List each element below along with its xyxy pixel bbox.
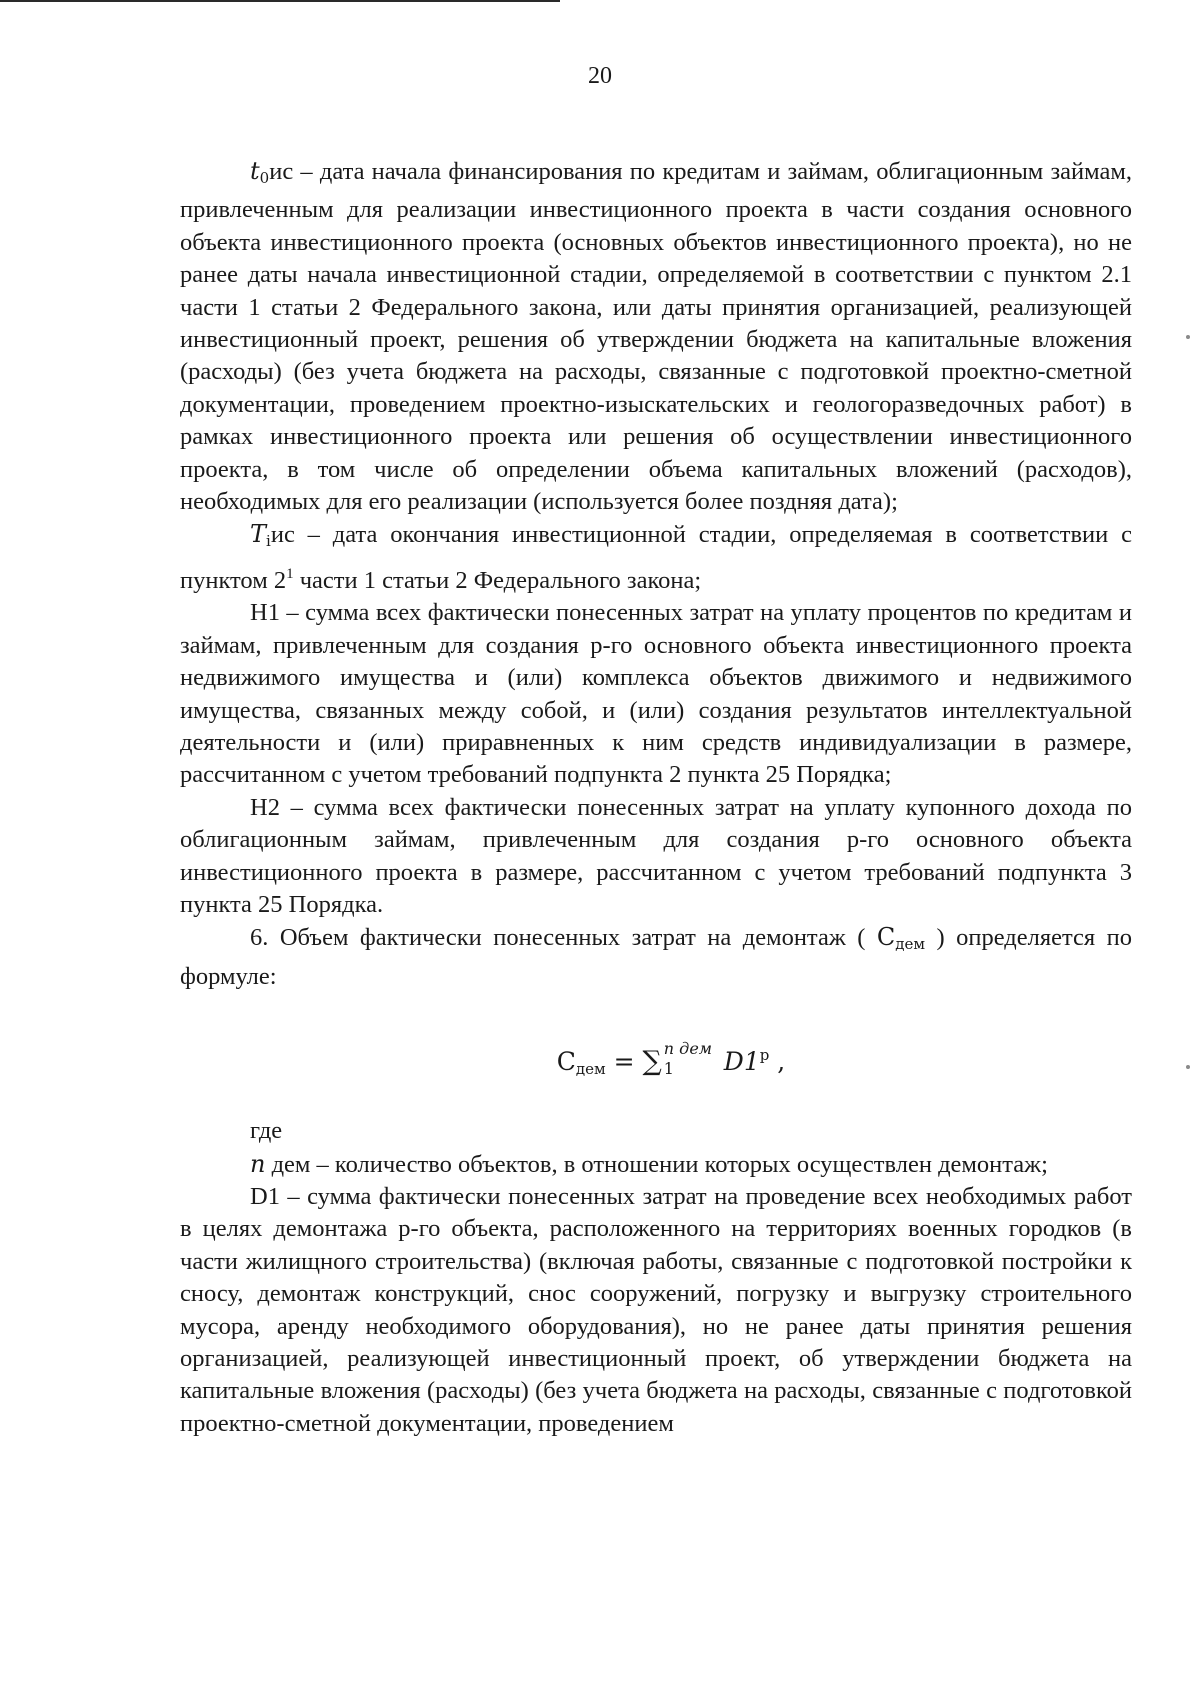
paragraph-t0-definition: [180, 155, 1132, 518]
paragraph-n1-definition: Н1 – сумма всех фактически понесенных затрат на уплату процентов по кредитам и займам, привлеченным для создания р-го основного объекта инвестиционного проекта недвижимого имущества и (или) комплекса объектов движимого и недвижимого имущества, связанных между собой, и (или) создания результатов интеллектуальной деятельности и (или) приравненных к ним средств индивидуализации в размере, рассчитанном с учетом требований подпункта 2 пункта 25 Порядка;: [180, 599, 1132, 789]
paragraph-ti-superscript: 1: [286, 565, 294, 582]
scan-speck: [1186, 1065, 1190, 1069]
paragraph-item-6: [180, 921, 1132, 993]
paragraph-n-dem-text: дем – количество объектов, в отношении которых осуществлен демонтаж;: [265, 1150, 1048, 1178]
formula-sum-lower: 1: [663, 1059, 674, 1079]
paragraph-ti-definition: [180, 518, 1132, 597]
paragraph-ti-text-b: части 1 статьи 2 Федерального закона;: [293, 566, 702, 594]
symbol-c-dem-base: С: [876, 923, 896, 952]
symbol-c-dem-subscript: дем: [895, 935, 926, 954]
formula-c-dem: [180, 1035, 1132, 1079]
scan-top-edge-line: [0, 0, 560, 2]
symbol-ti-base: T: [250, 520, 267, 549]
where-label: где: [250, 1117, 283, 1145]
symbol-c-dem: [876, 923, 926, 954]
formula-term-superscript: р: [759, 1046, 770, 1065]
symbol-ti-suffix: ис: [270, 521, 295, 549]
formula-sum-limits: [662, 1035, 724, 1079]
formula-sum-symbol: ∑: [642, 1046, 662, 1078]
formula-equals: =: [605, 1047, 643, 1077]
formula-sum-upper-text: n дем: [663, 1039, 713, 1059]
paragraph-d1-definition: D1 – сумма фактически понесенных затрат на проведение всех необходимых работ в целях демонтажа р-го объекта, расположенного на территориях военных городков (в части жилищного строительства) (включая работы, связанные с подготовкой постройки к сносу, демонтаж конструкций, снос сооружений, погрузку и выгрузку строительного мусора, аренду необходимого оборудования), но не ранее даты принятия решения организацией, реализующей инвестиционный проект, об утверждении бюджета на капитальные вложения (расходы) (без учета бюджета на расходы, связанные с подготовкой проектно-сметной документации, проведением: [180, 1182, 1132, 1437]
document-body: [180, 155, 1132, 1440]
paragraph-n-dem-definition: [180, 1148, 1132, 1181]
formula-term: D1: [723, 1047, 760, 1077]
formula-lhs: С: [556, 1047, 576, 1077]
symbol-ti-subscript: i: [266, 532, 271, 551]
symbol-t0: [250, 157, 269, 185]
paragraph-item-6-text-a: 6. Объем фактически понесенных затрат на демонтаж (: [250, 924, 877, 952]
paragraph-t0-text: – дата начала финансирования по кредитам и займам, облигационным займам, привлеченным для реализации инвестиционного проекта в части создания основного объекта инвестиционного проекта (основных объектов инвестиционного проекта), но не ранее даты начала инвестиционной стадии, определяемой в соответствии с пунктом 2.1 части 1 статьи 2 Федерального закона, или даты принятия организацией, реализующей инвестиционный проект, решения об утверждении бюджета на капитальные вложения (расходы) (без учета бюджета на расходы, связанные с подготовкой проектно-сметной документации, проведением проектно-изыскательских и геологоразведочных работ) в рамках инвестиционного проекта или решения об осуществлении инвестиционного проекта, в том числе об определении объема капитальных вложений (расходов), необходимых для его реализации (используется более поздняя дата);: [180, 158, 1132, 516]
paragraph-item-6-text-b: ) определяется по формуле:: [180, 924, 1132, 990]
formula-lhs-subscript: дем: [575, 1060, 606, 1079]
paragraph-ti-text-a: – дата окончания инвестиционной стадии, определяемая в соответствии с пунктом 2: [180, 521, 1132, 594]
symbol-ti: [250, 520, 271, 551]
paragraph-n2-definition: Н2 – сумма всех фактически понесенных затрат на уплату купонного дохода по облигационным займам, привлеченным для создания р-го основного объекта инвестиционного проекта в размере, рассчитанном с учетом требований подпункта 3 пункта 25 Порядка.: [180, 793, 1132, 918]
symbol-t0-suffix: ис: [269, 158, 294, 185]
formula-tail: ,: [769, 1047, 786, 1077]
symbol-t0-subscript: 0: [259, 169, 270, 187]
scan-speck: [1186, 335, 1190, 339]
symbol-t0-base: t: [250, 157, 260, 185]
page-number: 20: [588, 63, 612, 89]
symbol-n: n: [250, 1149, 266, 1178]
